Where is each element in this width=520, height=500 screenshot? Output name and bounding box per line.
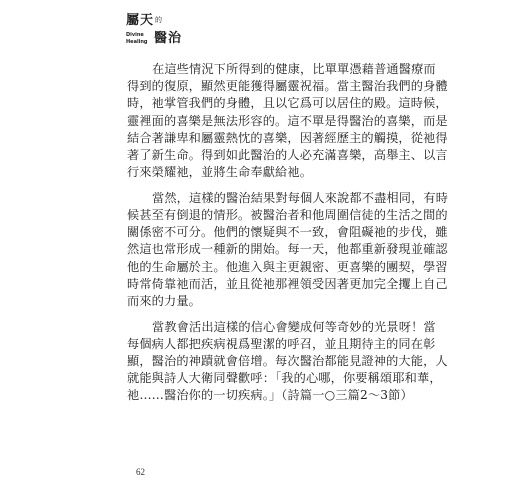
text-line: 著了新生命。得到如此醫治的人必充滿喜樂，高舉主、以言 (127, 147, 448, 162)
text-line: 然這也常形成一種新的開始。每一天，他都重新發現並確認 (127, 242, 448, 257)
text-line: 而來的力量。 (127, 293, 202, 308)
logo-english-subtitle: Divine Healing (126, 32, 148, 45)
paragraph-gap (127, 181, 395, 190)
logo-title-particle: 的 (155, 16, 163, 24)
text-line: 祂……醫治你的一切疾病。」（詩篇一○三篇2～3節） (127, 388, 413, 403)
logo-row-top (126, 14, 162, 28)
page-number: 62 (136, 467, 145, 477)
paragraph-gap (127, 310, 395, 319)
text-line: 就能與詩人大衛同聲歡呼：「我的心哪，你要稱頌耶和華， (127, 371, 442, 386)
text-line: 候甚至有倒退的情形。被醫治者和他周圍信徒的生活之間的 (127, 208, 448, 222)
body-text (127, 61, 449, 405)
text-line: 行來榮耀祂，並將生命奉獻給祂。 (127, 165, 313, 180)
logo-title-part2: 醫治 (154, 31, 183, 46)
text-line: 靈裡面的喜樂是無法形容的。這不單是得醫治的喜樂，而是 (127, 113, 448, 128)
text-line: 每個病人都把疾病視爲聖潔的呼召，並且期待主的同在彰 (127, 336, 436, 351)
text-line: 時常倚靠祂而活，並且從祂那裡領受因著更加完全攫上自己 (127, 276, 448, 291)
book-title-logo (126, 14, 186, 48)
text-line: 他的生命屬於主。他進入與主更親密、更喜樂的團契，學習 (127, 259, 448, 274)
logo-title-part1: 屬天 (126, 13, 155, 28)
text-line: 當教會活出這樣的信心會變成何等奇妙的光景呀！當 (152, 319, 436, 334)
text-line: 時，祂掌管我們的身體，且以它爲可以居住的殿。這時候， (127, 96, 448, 111)
text-line: 在這些情況下所得到的健康，比單單憑藉普通醫療而 (152, 62, 436, 76)
text-line: 結合著謙卑和屬靈熱忱的喜樂，因著經歷主的觸摸，從祂得 (127, 130, 448, 145)
text-line: 當然，這樣的醫治結果對每個人來說都不盡相同，有時 (152, 190, 449, 205)
text-line: 顯，醫治的神蹟就會倍增。每次醫治都能見證神的大能，人 (127, 354, 448, 368)
text-line: 得到的復原，顯然更能獲得屬靈祝福。當主醫治我們的身體 (127, 79, 448, 94)
paragraph (127, 319, 448, 405)
paragraph (127, 190, 449, 310)
logo-row-bottom (126, 32, 182, 46)
text-line: 關係密不可分。他們的懷疑與不一致，會阻礙祂的步伐，雖 (127, 225, 448, 240)
paragraph (127, 61, 448, 181)
